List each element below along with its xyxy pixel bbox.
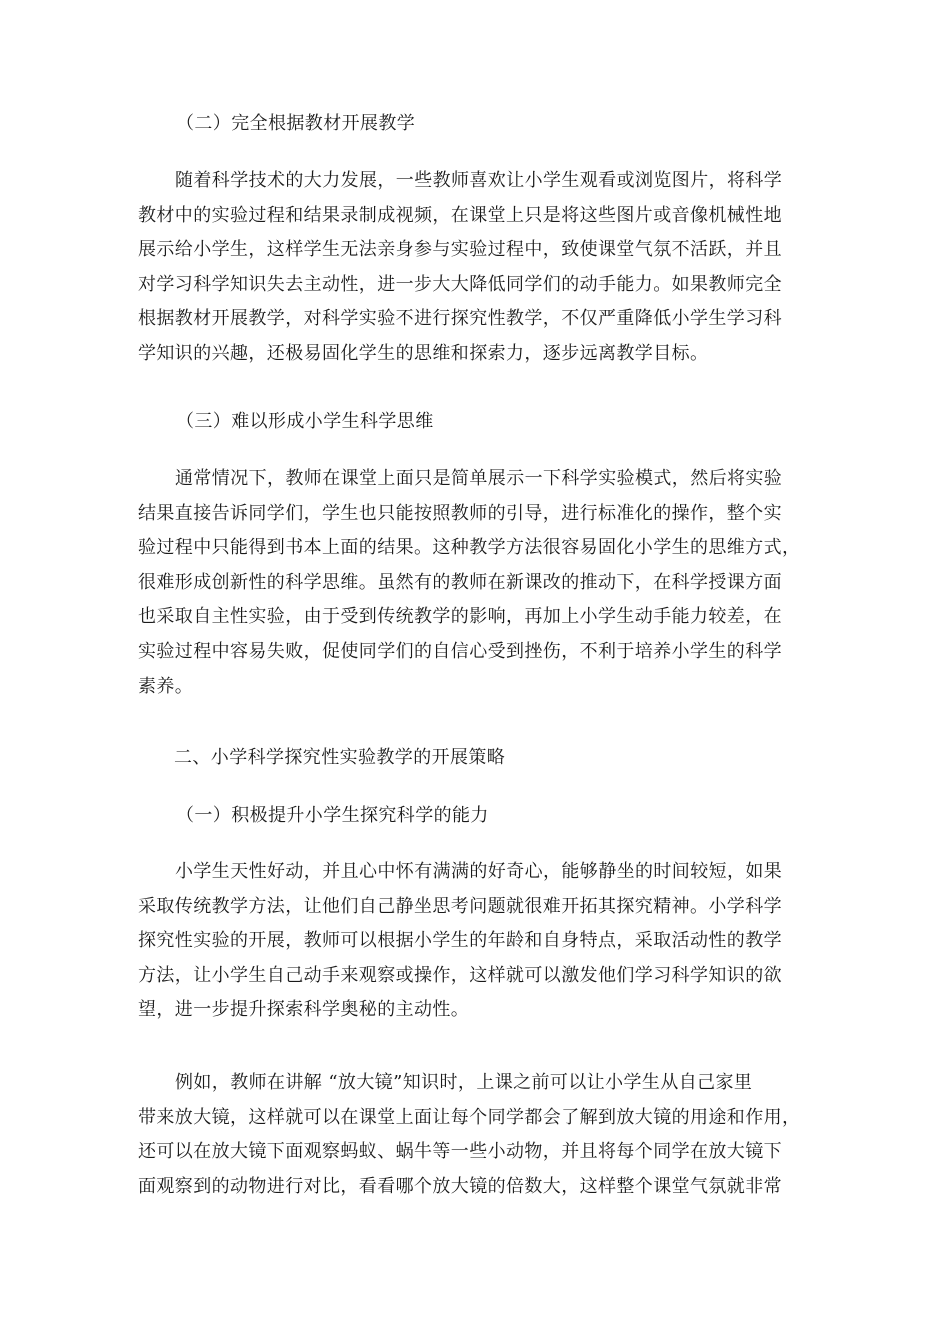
paragraph-line: 望，进一步提升探索科学奥秘的主动性。 xyxy=(138,999,470,1021)
paragraph-line: 小学生天性好动，并且心中怀有满满的好奇心，能够静坐的时间较短，如果 xyxy=(175,861,783,882)
chapter-heading-2: 二、小学科学探究性实验教学的开展策略 xyxy=(174,747,506,768)
paragraph-line: 学知识的兴趣，还极易固化学生的思维和探索力，逐步远离教学目标。 xyxy=(138,342,709,364)
paragraph-line: 也采取自主性实验，由于受到传统教学的影响，再加上小学生动手能力较差，在 xyxy=(138,606,782,628)
paragraph-line: 随着科学技术的大力发展，一些教师喜欢让小学生观看或浏览图片，将科学 xyxy=(175,170,783,191)
paragraph-line: 面观察到的动物进行对比，看看哪个放大镜的倍数大，这样整个课堂气氛就非常 xyxy=(138,1175,782,1197)
paragraph-line: 展示给小学生，这样学生无法亲身参与实验过程中，致使课堂气氛不活跃，并且 xyxy=(138,239,782,261)
paragraph-line: 方法，让小学生自己动手来观察或操作，这样就可以激发他们学习科学知识的欲 xyxy=(138,964,782,986)
paragraph-line: 很难形成创新性的科学思维。虽然有的教师在新课改的推动下，在科学授课方面 xyxy=(138,571,782,593)
paragraph-line: 验过程中只能得到书本上面的结果。这种教学方法很容易固化小学生的思维方式， xyxy=(138,537,801,559)
paragraph-2 xyxy=(138,462,818,704)
paragraph-line: 采取传统教学方法，让他们自己静坐思考问题就很难开拓其探究精神。小学科学 xyxy=(138,895,782,917)
paragraph-line: 还可以在放大镜下面观察蚂蚁、蜗牛等一些小动物，并且将每个同学在放大镜下 xyxy=(138,1141,782,1163)
section-heading-2-2: （二）完全根据教材开展教学 xyxy=(176,113,416,134)
paragraph-line: 根据教材开展教学，对科学实验不进行探究性教学，不仅严重降低小学生学习科 xyxy=(138,308,782,330)
section-heading-2-3: （三）难以形成小学生科学思维 xyxy=(176,411,434,432)
paragraph-line: 结果直接告诉同学们，学生也只能按照教师的引导，进行标准化的操作，整个实 xyxy=(138,502,782,524)
paragraph-line: 教材中的实验过程和结果录制成视频，在课堂上只是将这些图片或音像机械性地 xyxy=(138,204,782,226)
paragraph-line: 素养。 xyxy=(138,675,194,697)
paragraph-4 xyxy=(138,1066,818,1204)
paragraph-line: 带来放大镜，这样就可以在课堂上面让每个同学都会了解到放大镜的用途和作用， xyxy=(138,1106,801,1128)
paragraph-1 xyxy=(138,164,818,372)
paragraph-3 xyxy=(138,855,818,1028)
paragraph-line: 对学习科学知识失去主动性，进一步大大降低同学们的动手能力。如果教师完全 xyxy=(138,273,782,295)
section-heading-3-1: （一）积极提升小学生探究科学的能力 xyxy=(176,805,489,826)
paragraph-line: 通常情况下，教师在课堂上面只是简单展示一下科学实验模式，然后将实验 xyxy=(175,468,783,489)
paragraph-line: 实验过程中容易失败，促使同学们的自信心受到挫伤，不利于培养小学生的科学 xyxy=(138,640,782,662)
paragraph-line: 探究性实验的开展，教师可以根据小学生的年龄和自身特点，采取活动性的教学 xyxy=(138,930,782,952)
paragraph-line: 例如，教师在讲解 “放大镜”知识时，上课之前可以让小学生从自己家里 xyxy=(175,1072,753,1093)
